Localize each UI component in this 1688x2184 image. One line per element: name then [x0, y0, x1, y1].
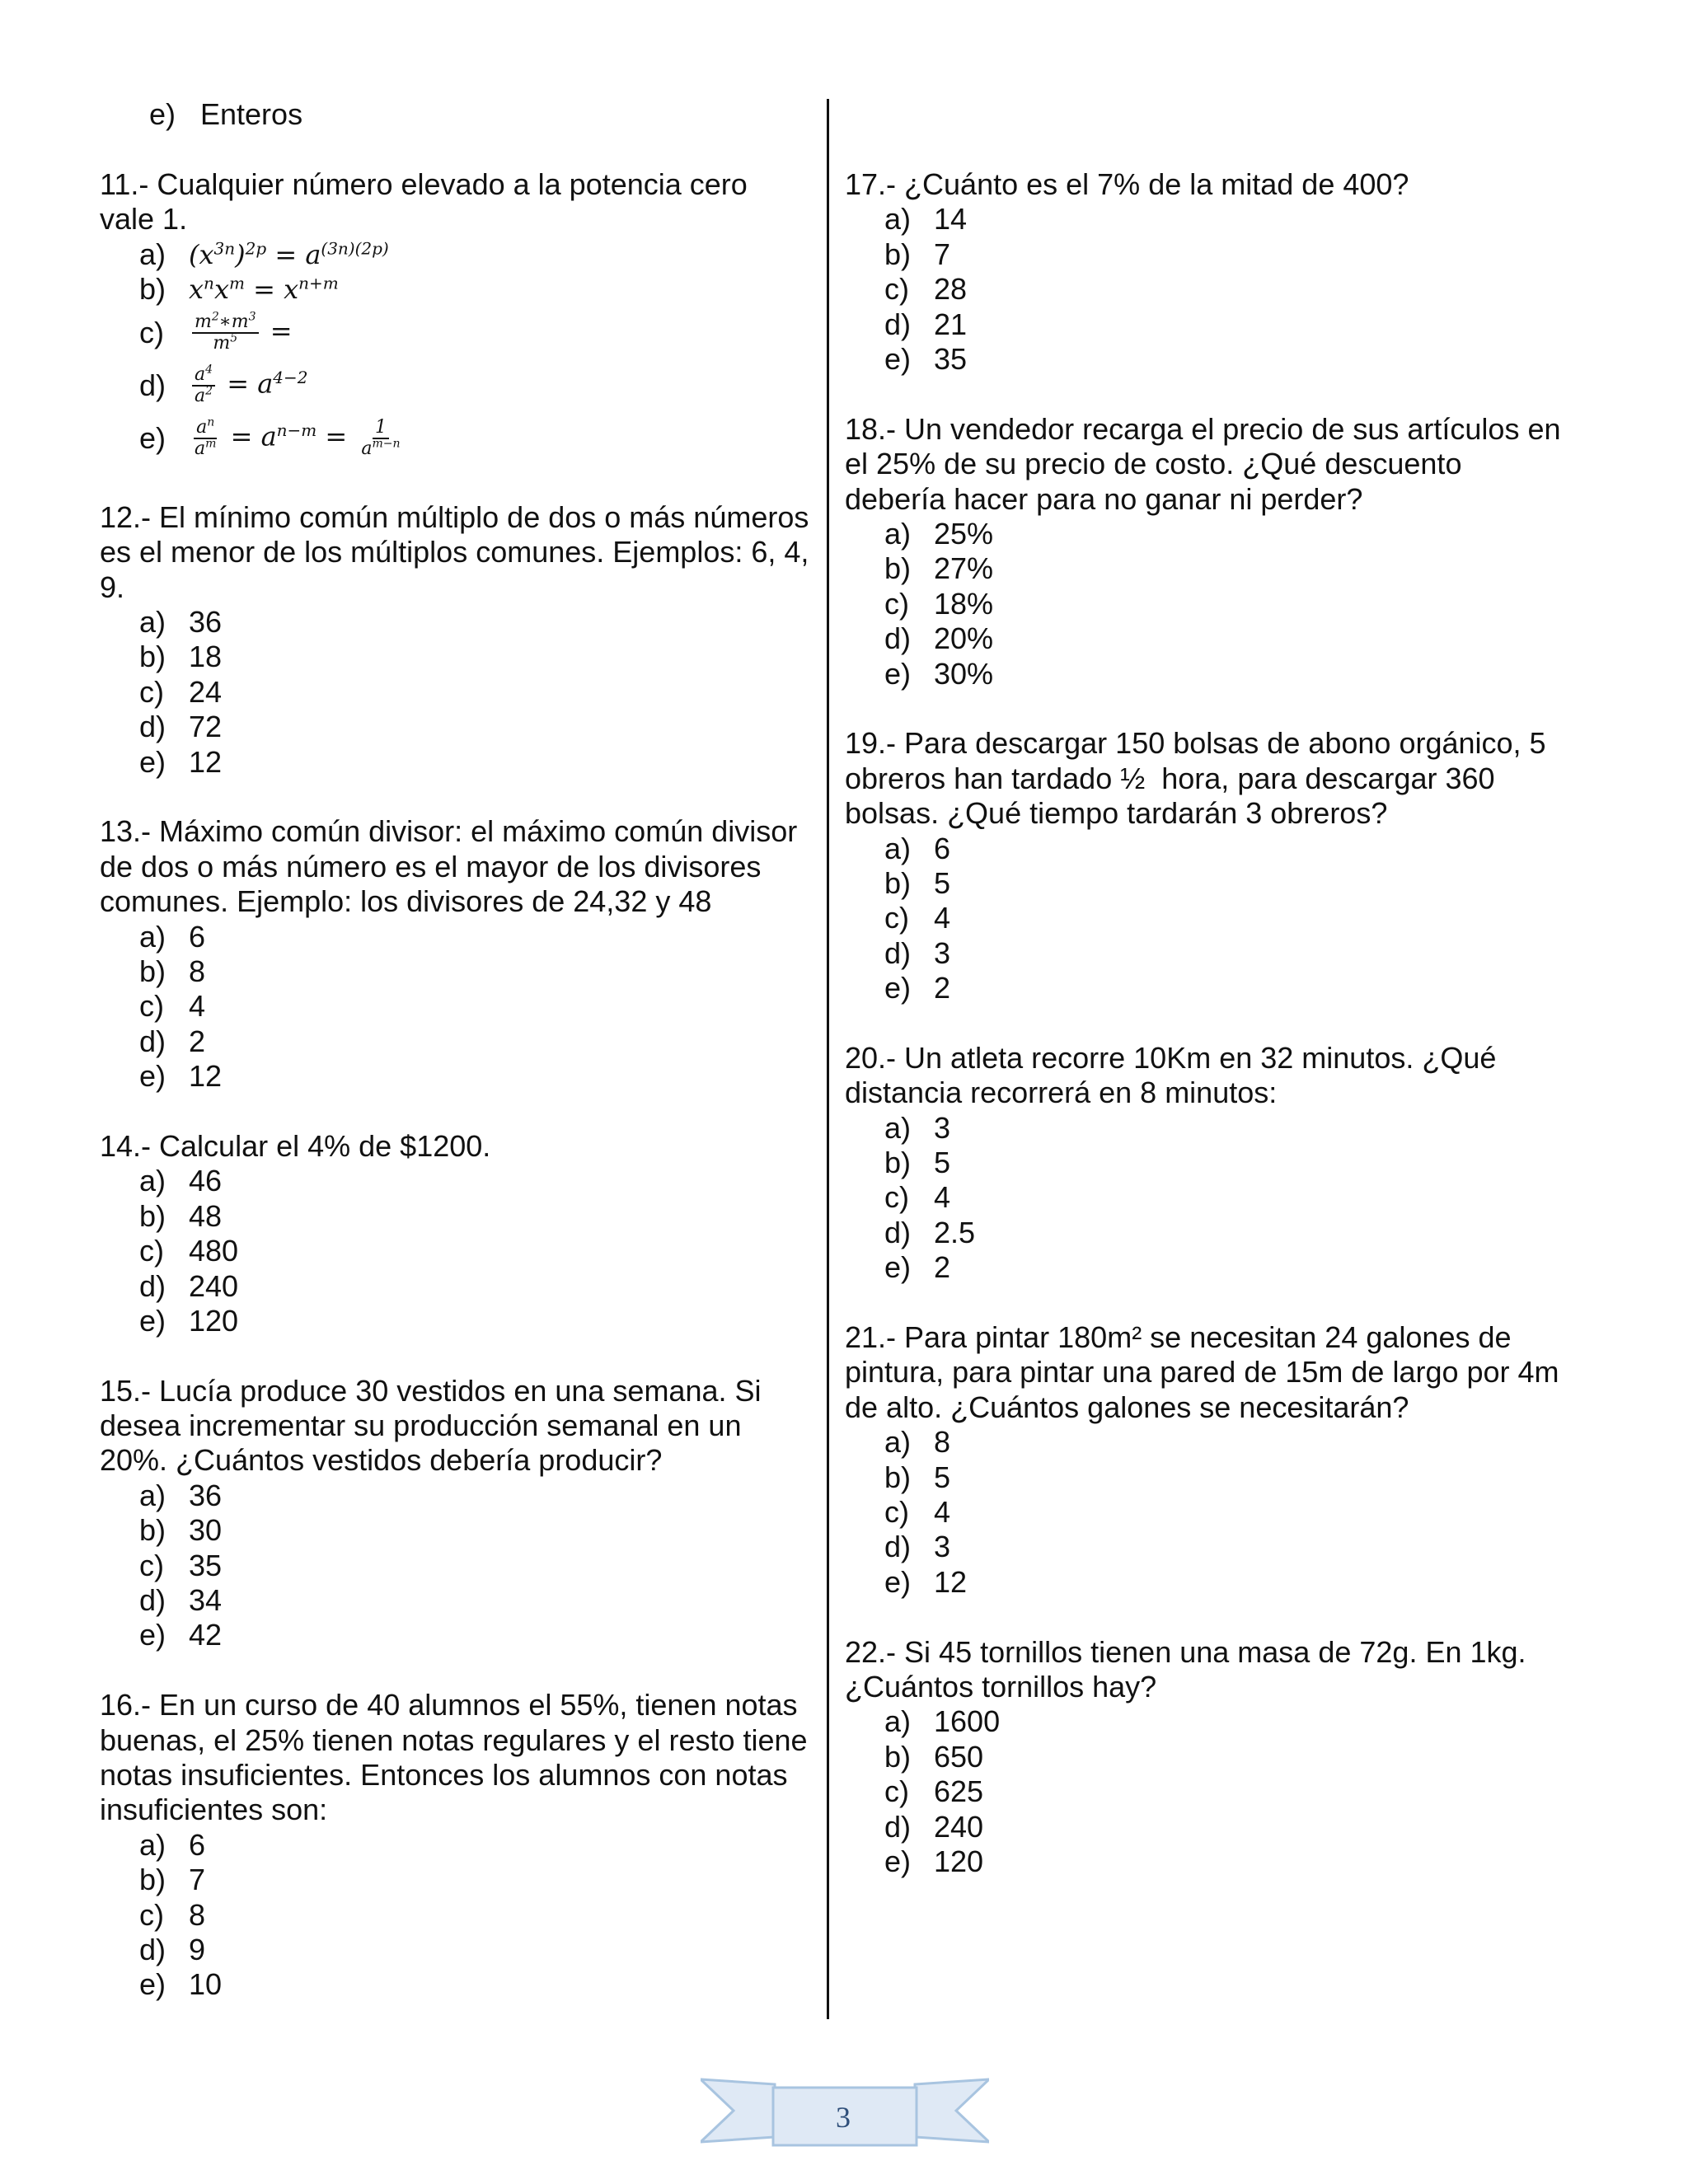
question-11 — [100, 167, 817, 466]
option-letter: e) — [139, 744, 166, 779]
option-text: 1600 — [934, 1704, 1001, 1739]
option-b — [845, 551, 1570, 586]
carry-over-option — [100, 97, 817, 132]
option-text: 14 — [934, 202, 968, 237]
option-e — [845, 1844, 1570, 1879]
option-letter: c) — [884, 1774, 909, 1809]
option-c — [100, 675, 817, 710]
option-e — [100, 745, 817, 780]
option-d — [100, 1024, 817, 1059]
option-text: 12 — [189, 744, 223, 779]
option-letter: a) — [139, 1478, 166, 1512]
option-letter: c) — [139, 1897, 164, 1932]
option-text: 30 — [189, 1513, 223, 1548]
option-letter: a) — [884, 1110, 912, 1145]
option-letter: c) — [884, 901, 909, 935]
option-letter: c) — [139, 674, 164, 709]
option-b — [100, 1863, 817, 1897]
option-c — [100, 307, 817, 359]
option-text: 5 — [934, 865, 951, 900]
option-letter: e) — [139, 1303, 166, 1338]
question-21 — [845, 1320, 1570, 1600]
option-list — [100, 1828, 817, 2003]
option-text: 4 — [934, 1495, 951, 1530]
option-b — [100, 1199, 817, 1234]
option-letter: b) — [139, 1513, 166, 1548]
formula-c: $\frac{m^2∗m^3}{m^5}$ = — [189, 312, 293, 354]
option-a — [100, 237, 817, 272]
option-letter: e) — [884, 1564, 912, 1599]
option-text: 480 — [189, 1234, 239, 1268]
option-letter: a) — [139, 237, 166, 271]
question-text: 14.- Calcular el 4% de $1200. — [100, 1128, 491, 1163]
option-text: 625 — [934, 1774, 984, 1809]
question-text: 11.- Cualquier número elevado a la potencia cero vale 1. — [100, 166, 756, 237]
option-a — [845, 202, 1570, 237]
option-c — [845, 1495, 1570, 1530]
question-20 — [845, 1041, 1570, 1286]
option-b — [100, 272, 817, 307]
question-text: 13.- Máximo común divisor: el máximo común divisor de dos o más número es el mayor de los divisores comunes. Ejemplo: los divisores de 24,32 y 48 — [100, 814, 806, 919]
option-letter: a) — [884, 202, 912, 237]
option-c — [100, 1234, 817, 1268]
left-questions — [100, 499, 826, 2003]
option-text: 35 — [189, 1548, 223, 1582]
option-letter: c) — [884, 1180, 909, 1215]
option-text: 5 — [934, 1460, 951, 1494]
option-text: 48 — [189, 1198, 223, 1233]
option-c — [100, 1549, 817, 1583]
option-letter: d) — [139, 368, 166, 403]
right-column — [845, 167, 1570, 1915]
option-e — [100, 1967, 817, 2002]
option-letter: d) — [884, 1809, 912, 1844]
option-e — [845, 657, 1570, 691]
option-letter: d) — [884, 307, 912, 341]
option-letter: e) — [139, 1967, 166, 2002]
option-text: Enteros — [200, 97, 303, 131]
option-e — [100, 1618, 817, 1652]
option-text: 36 — [189, 1478, 223, 1512]
option-e — [845, 1250, 1570, 1285]
option-b — [845, 1146, 1570, 1180]
formula-a: $(x^{3n})^{2p} = a^{(3n)(2p)}$ — [189, 237, 389, 270]
option-letter: e) — [884, 1250, 912, 1285]
option-text: 240 — [189, 1268, 239, 1303]
option-d — [100, 710, 817, 744]
column-divider — [827, 99, 829, 2019]
option-b — [100, 1513, 817, 1548]
option-letter: c) — [139, 1548, 164, 1582]
option-letter: a) — [139, 919, 166, 954]
option-e — [100, 412, 817, 465]
option-list — [100, 1164, 817, 1338]
option-letter: a) — [139, 1827, 166, 1862]
option-letter: a) — [884, 1425, 912, 1460]
option-text: 3 — [934, 1110, 951, 1145]
option-letter: e) — [884, 971, 912, 1005]
option-text: 240 — [934, 1809, 984, 1844]
option-letter: d) — [139, 1024, 166, 1058]
question-text: 16.- En un curso de 40 alumnos el 55%, tienen notas buenas, el 25% tienen notas regulares y el resto tiene notas insuficientes. Entonces los alumnos con notas insuficientes son: — [100, 1688, 816, 1827]
ribbon-right-tail — [915, 2079, 989, 2142]
option-b — [845, 237, 1570, 272]
option-text: 120 — [189, 1303, 239, 1338]
option-text: 72 — [189, 710, 223, 744]
option-letter: b) — [884, 1460, 912, 1494]
option-list — [845, 1425, 1570, 1600]
option-letter: b) — [884, 237, 912, 271]
option-c — [845, 901, 1570, 935]
option-e — [100, 1304, 817, 1338]
option-d — [100, 1583, 817, 1618]
option-text: 27% — [934, 551, 994, 586]
option-text: 8 — [189, 954, 206, 988]
question-text: 20.- Un atleta recorre 10Km en 32 minutos. ¿Qué distancia recorrerá en 8 minutos: — [845, 1040, 1505, 1110]
option-letter: c) — [884, 586, 909, 621]
option-text: 2 — [934, 971, 951, 1005]
option-c — [845, 1774, 1570, 1809]
option-letter: d) — [884, 621, 912, 656]
formula-d: $\frac{a^4}{a^2}$ = $a^{4-2}$ — [189, 365, 308, 406]
question-17 — [845, 167, 1570, 377]
question-text: 17.- ¿Cuánto es el 7% de la mitad de 400? — [845, 167, 1409, 201]
option-text: 36 — [189, 605, 223, 640]
option-c — [845, 587, 1570, 621]
option-text: 18 — [189, 640, 223, 674]
option-letter: e) — [139, 1618, 166, 1652]
option-letter: c) — [139, 989, 164, 1024]
question-text: 19.- Para descargar 150 bolsas de abono orgánico, 5 obreros han tardado ½ hora, para descargar 360 bolsas. ¿Qué tiempo tardarán 3 obreros? — [845, 726, 1554, 831]
option-a — [100, 1479, 817, 1513]
page-number: 3 — [836, 2101, 851, 2134]
option-text: 7 — [189, 1863, 206, 1897]
option-letter: e) — [139, 421, 166, 456]
option-letter: e) — [149, 97, 176, 131]
option-letter: e) — [884, 341, 912, 376]
option-text: 35 — [934, 341, 968, 376]
option-a — [845, 832, 1570, 866]
question-12 — [100, 499, 826, 780]
question-13 — [100, 814, 817, 1094]
option-d — [845, 1216, 1570, 1250]
option-text: 18% — [934, 586, 994, 621]
option-letter: b) — [139, 640, 166, 674]
option-text: 42 — [189, 1618, 223, 1652]
option-letter: b) — [139, 272, 166, 306]
option-list — [100, 920, 817, 1094]
option-list — [845, 832, 1570, 1006]
option-text: 12 — [934, 1564, 968, 1599]
option-text: 28 — [934, 272, 968, 307]
question-16 — [100, 1688, 817, 2003]
formula-e: $\frac{a^n}{a^m}$ = $a^{n-m}$ = $\frac{1}{a^{m-n}}$ — [195, 416, 401, 460]
option-c — [100, 1898, 817, 1933]
option-text: 2 — [934, 1250, 951, 1285]
option-letter: c) — [884, 1495, 909, 1530]
option-text: 5 — [934, 1146, 951, 1180]
option-letter: d) — [139, 710, 166, 744]
option-text: 8 — [189, 1897, 206, 1932]
option-a — [845, 1111, 1570, 1146]
option-text: 4 — [934, 1180, 951, 1215]
option-text: 4 — [934, 901, 951, 935]
option-a — [100, 605, 817, 640]
option-list — [845, 1704, 1570, 1879]
option-text: 25% — [934, 516, 994, 551]
option-text: 8 — [934, 1425, 951, 1460]
option-letter: d) — [139, 1933, 166, 1967]
option-text: 21 — [934, 307, 968, 341]
option-text: 3 — [934, 935, 951, 970]
option-list — [845, 1111, 1570, 1286]
option-list — [100, 237, 817, 466]
option-d — [845, 307, 1570, 342]
option-text: 20% — [934, 621, 994, 656]
option-text: 2 — [189, 1024, 206, 1058]
option-letter: b) — [139, 1863, 166, 1897]
option-letter: b) — [884, 865, 912, 900]
option-a — [845, 1425, 1570, 1460]
option-b — [845, 1460, 1570, 1495]
option-text: 650 — [934, 1739, 984, 1774]
option-d — [845, 936, 1570, 971]
option-a — [100, 1164, 817, 1198]
option-letter: b) — [139, 954, 166, 988]
option-letter: a) — [884, 831, 912, 865]
option-text: 2.5 — [934, 1215, 976, 1249]
option-list — [100, 1479, 817, 1653]
option-letter: e) — [884, 1844, 912, 1878]
option-letter: e) — [139, 1059, 166, 1094]
option-d — [100, 1269, 817, 1304]
option-b — [100, 640, 817, 674]
option-letter: d) — [139, 1268, 166, 1303]
option-letter: b) — [884, 1739, 912, 1774]
option-text: 3 — [934, 1530, 951, 1564]
option-letter: b) — [884, 551, 912, 586]
option-e — [845, 342, 1570, 377]
option-list — [845, 517, 1570, 691]
option-text: 4 — [189, 989, 206, 1024]
option-text: 10 — [189, 1967, 223, 2002]
option-d — [100, 1933, 817, 1967]
question-14 — [100, 1129, 817, 1338]
option-e — [100, 1059, 817, 1094]
option-e — [845, 1565, 1570, 1600]
question-text: 18.- Un vendedor recarga el precio de sus artículos en el 25% de su precio de costo. ¿Qué descuento debería hacer para no ganar ni perder? — [845, 411, 1569, 516]
option-text: 9 — [189, 1933, 206, 1967]
option-text: 24 — [189, 674, 223, 709]
option-c — [845, 1180, 1570, 1215]
option-e — [845, 971, 1570, 1005]
option-letter: d) — [884, 935, 912, 970]
left-column — [100, 97, 826, 2037]
option-d — [845, 1810, 1570, 1844]
option-c — [100, 989, 817, 1024]
option-a — [100, 920, 817, 954]
option-letter: c) — [139, 316, 164, 350]
option-letter: b) — [139, 1198, 166, 1233]
question-18 — [845, 412, 1570, 691]
option-text: 30% — [934, 656, 994, 691]
option-b — [845, 866, 1570, 901]
option-c — [845, 272, 1570, 307]
option-list — [100, 605, 817, 780]
option-letter: d) — [884, 1215, 912, 1249]
option-text: 6 — [189, 919, 206, 954]
option-letter: a) — [139, 1164, 166, 1198]
ribbon-left-tail — [701, 2079, 775, 2142]
option-text: 7 — [934, 237, 951, 271]
option-letter: a) — [884, 516, 912, 551]
option-text: 6 — [189, 1827, 206, 1862]
question-15 — [100, 1374, 817, 1653]
option-d — [845, 1530, 1570, 1564]
option-d — [100, 359, 817, 412]
option-a — [845, 517, 1570, 551]
question-text: 22.- Si 45 tornillos tienen una masa de 72g. En 1kg. ¿Cuántos tornillos hay? — [845, 1634, 1535, 1704]
option-letter: c) — [884, 272, 909, 307]
option-a — [845, 1704, 1570, 1739]
option-letter: d) — [884, 1530, 912, 1564]
option-letter: d) — [139, 1583, 166, 1618]
option-letter: a) — [884, 1704, 912, 1739]
option-list — [845, 202, 1570, 377]
question-text: 12.- El mínimo común múltiplo de dos o más números es el menor de los múltiplos comunes. Ejemplos: 6, 4, 9. — [100, 499, 826, 604]
option-b — [100, 954, 817, 989]
question-text: 15.- Lucía produce 30 vestidos en una semana. Si desea incrementar su producción semanal en un 20%. ¿Cuántos vestidos debería producir? — [100, 1373, 770, 1478]
option-a — [100, 1828, 817, 1863]
option-text: 120 — [934, 1844, 984, 1878]
option-letter: e) — [884, 656, 912, 691]
formula-b: $x^nx^m = x^{n+m}$ — [189, 273, 339, 305]
option-text: 46 — [189, 1164, 223, 1198]
option-text: 12 — [189, 1059, 223, 1094]
option-letter: c) — [139, 1234, 164, 1268]
option-text: 34 — [189, 1583, 223, 1618]
option-b — [845, 1740, 1570, 1774]
option-d — [845, 621, 1570, 656]
question-19 — [845, 726, 1570, 1005]
question-22 — [845, 1635, 1570, 1880]
option-text: 6 — [934, 831, 951, 865]
option-letter: a) — [139, 605, 166, 640]
question-text: 21.- Para pintar 180m² se necesitan 24 galones de pintura, para pintar una pared de 15m de largo por 4m de alto. ¿Cuántos galones se necesitarán? — [845, 1320, 1568, 1424]
option-letter: b) — [884, 1146, 912, 1180]
